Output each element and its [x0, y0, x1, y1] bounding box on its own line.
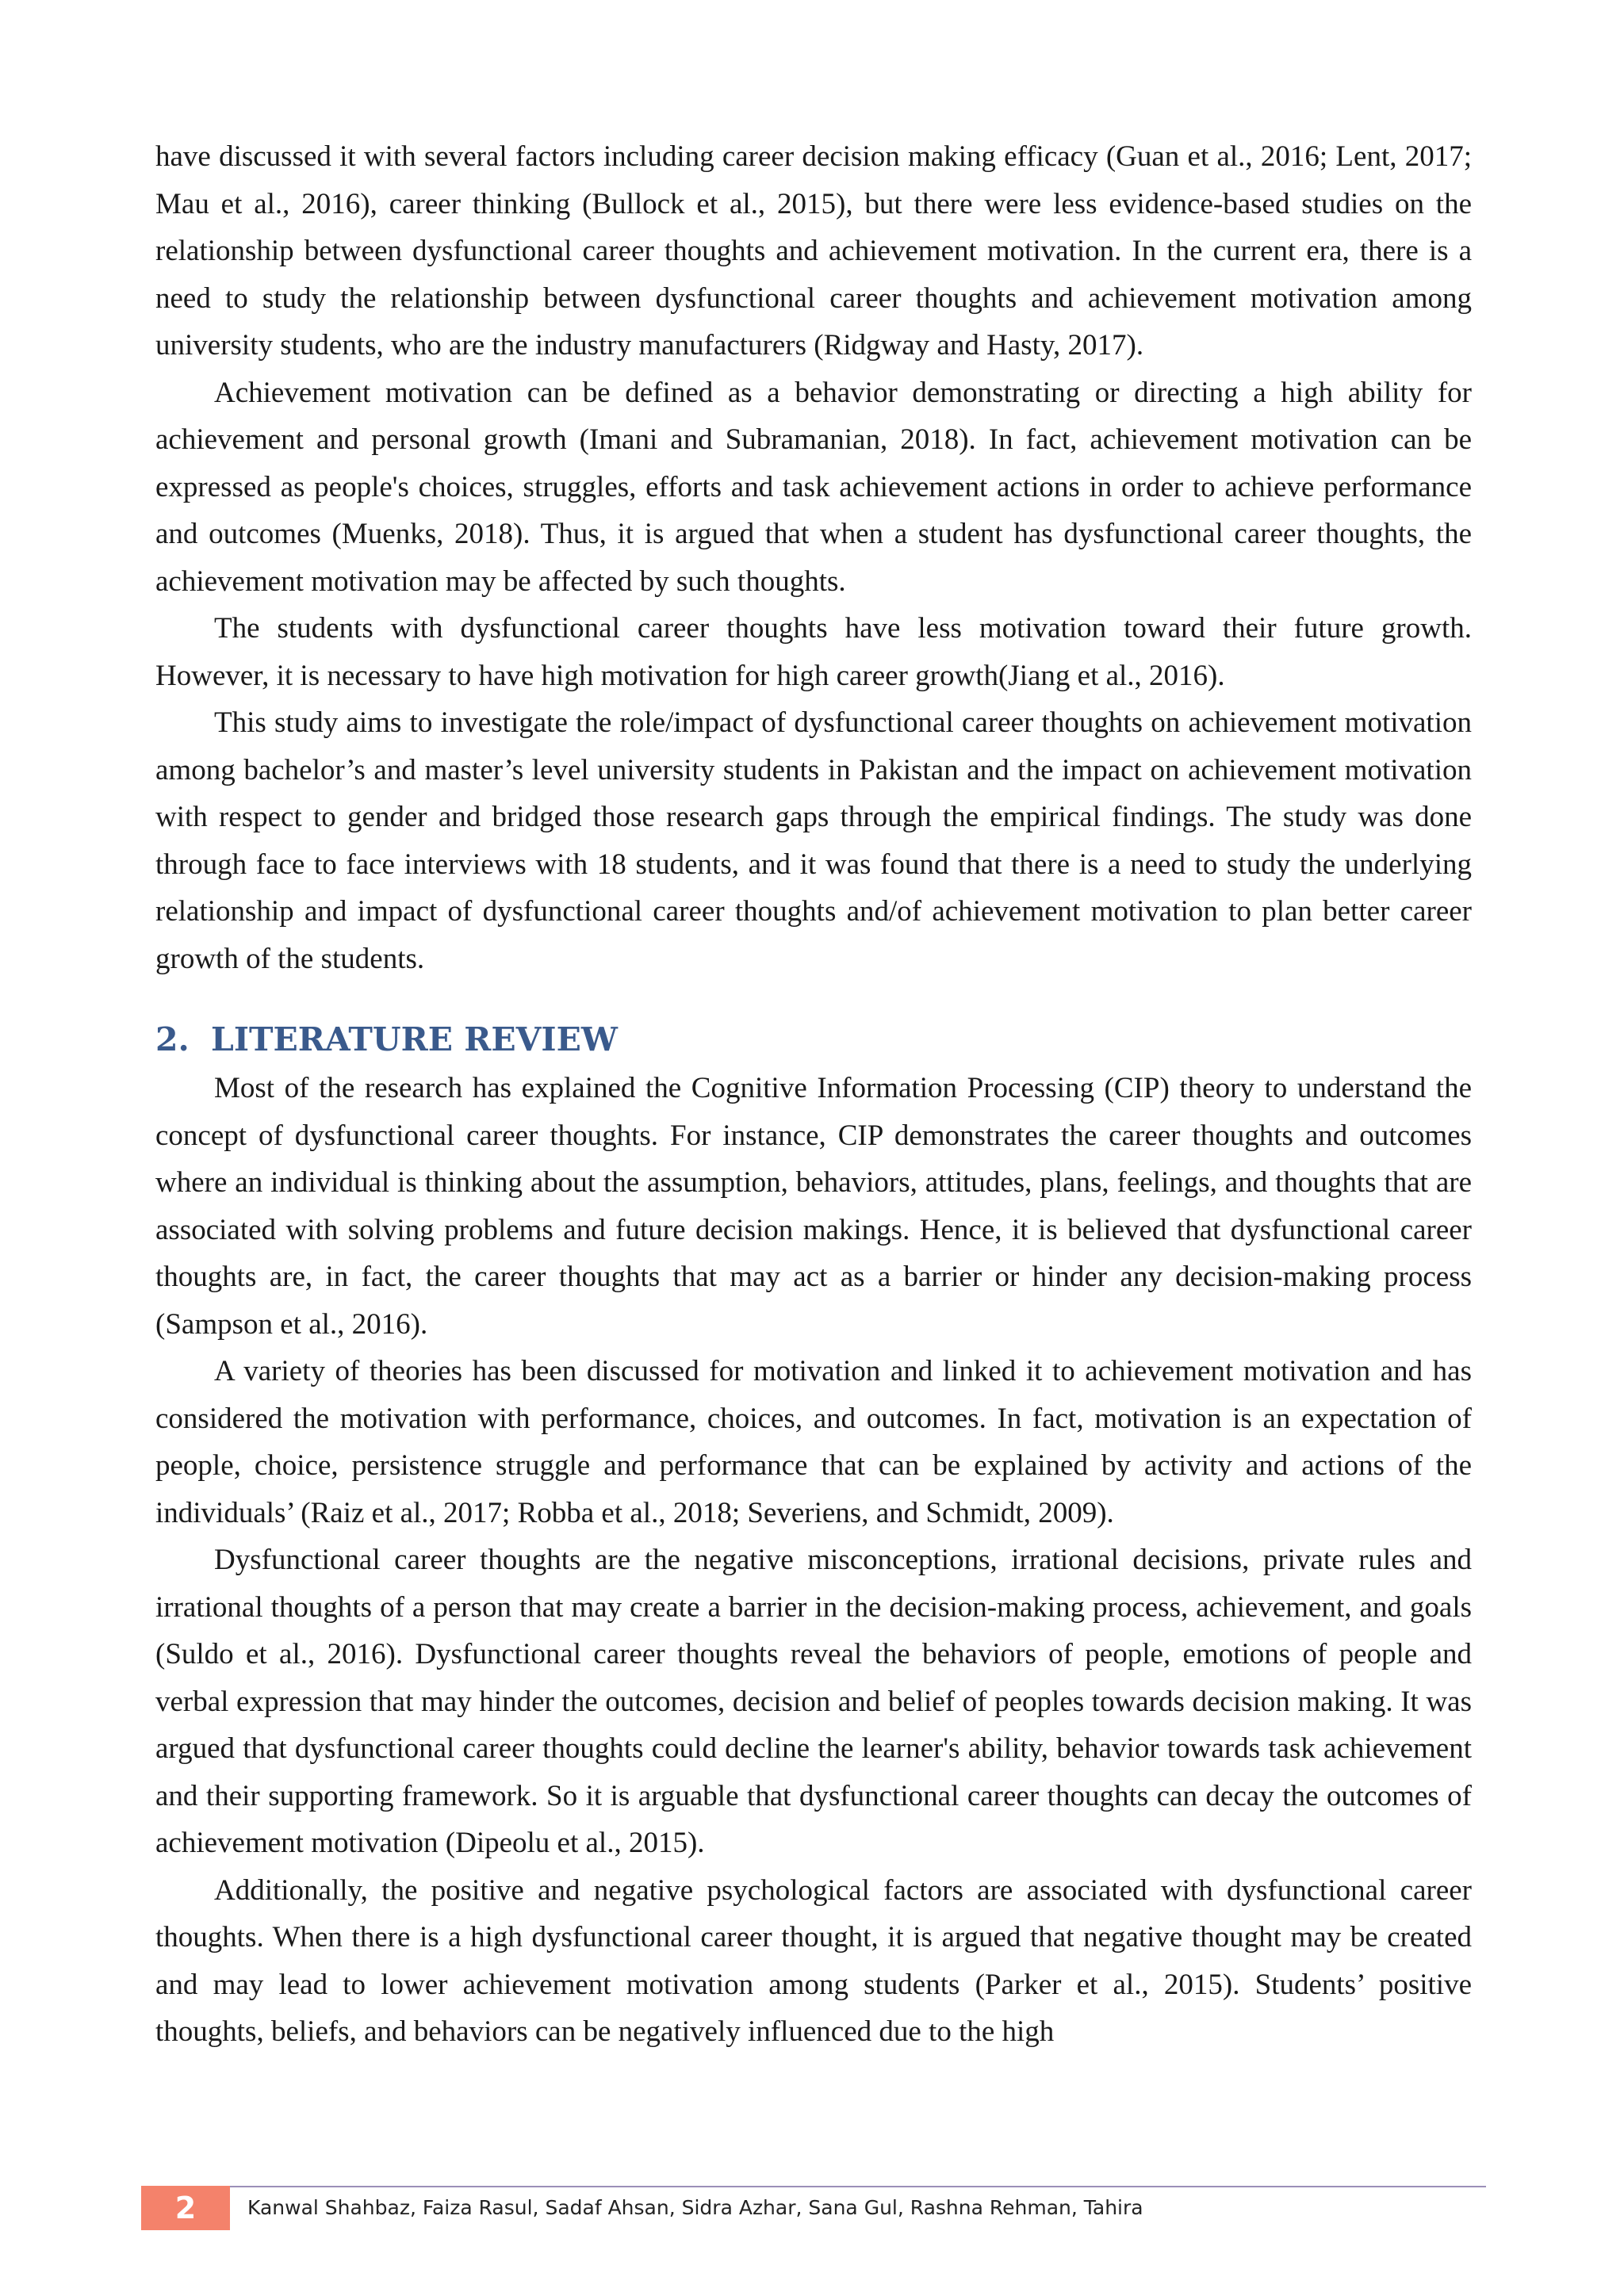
section-heading [155, 1016, 1472, 1063]
body-text [155, 133, 1472, 2056]
paragraph-intro-4: This study aims to investigate the role/impact of dysfunctional career thoughts on achievement motivation among bachelor’s and master’s level university students in Pakistan and the impact on achievement motivation with respect to gender and bridged those research gaps through the empirical findings. The study was done through face to face interviews with 18 students, and it was found that there is a need to study the underlying relationship and impact of dysfunctional career thoughts and/of achievement motivation to plan better career growth of the students. [155, 706, 1472, 975]
paragraph-intro-3: The students with dysfunctional career thoughts have less motivation toward their future growth. However, it is necessary to have high motivation for high career growth(Jiang et al., 2016). [155, 612, 1472, 692]
paragraph-lit-3: Dysfunctional career thoughts are the negative misconceptions, irrational decisions, private rules and irrational thoughts of a person that may create a barrier in the decision-making process, achievement, and goals (Suldo et al., 2016). Dysfunctional career thoughts reveal the behaviors of people, emotions of people and verbal expression that may hinder the outcomes, decision and belief of peoples towards decision making. It was argued that dysfunctional career thoughts could decline the learner's ability, behavior towards task achievement and their supporting framework. So it is arguable that dysfunctional career thoughts can decay the outcomes of achievement motivation (Dipeolu et al., 2015). [155, 1544, 1472, 1859]
page-number: 2 [141, 2186, 230, 2230]
paragraph-lit-4: Additionally, the positive and negative psychological factors are associated with dysfunctional career thoughts. When there is a high dysfunctional career thought, it is argued that negative thought may be created and may lead to lower achievement motivation among students (Parker et al., 2015). Students’ positive thoughts, beliefs, and behaviors can be negatively influenced due to the high [155, 1873, 1472, 2048]
section-title: LITERATURE REVIEW [211, 1020, 618, 1058]
section-number: 2. [155, 1020, 190, 1058]
page-footer [141, 2186, 1486, 2230]
paragraph-intro-1: have discussed it with several factors including career decision making efficacy (Guan et al., 2016; Lent, 2017; Mau et al., 2016), career thinking (Bullock et al., 2015), but there were less evidence-based studies on the relationship between dysfunctional career thoughts and achievement motivation. In the current era, there is a need to study the relationship between dysfunctional career thoughts and achievement motivation among university students, who are the industry manufacturers (Ridgway and Hasty, 2017). [155, 140, 1472, 362]
paragraph-lit-1: Most of the research has explained the Cognitive Information Processing (CIP) theory to understand the concept of dysfunctional career thoughts. For instance, CIP demonstrates the career thoughts and outcomes where an individual is thinking about the assumption, behaviors, attitudes, plans, feelings, and thoughts that are associated with solving problems and future decision makings. Hence, it is believed that dysfunctional career thoughts are, in fact, the career thoughts that may act as a barrier or hinder any decision-making process (Sampson et al., 2016). [155, 1072, 1472, 1341]
paragraph-intro-2: Achievement motivation can be defined as a behavior demonstrating or directing a high ability for achievement and personal growth (Imani and Subramanian, 2018). In fact, achievement motivation can be expressed as people's choices, struggles, efforts and task achievement actions in order to achieve performance and outcomes (Muenks, 2018). Thus, it is argued that when a student has dysfunctional career thoughts, the achievement motivation may be affected by such thoughts. [155, 376, 1472, 598]
paragraph-lit-2: A variety of theories has been discussed for motivation and linked it to achievement motivation and has considered the motivation with performance, choices, and outcomes. In fact, motivation is an expectation of people, choice, persistence struggle and performance that can be explained by activity and actions of the individuals’ (Raiz et al., 2017; Robba et al., 2018; Severiens, and Schmidt, 2009). [155, 1355, 1472, 1529]
footer-authors: Kanwal Shahbaz, Faiza Rasul, Sadaf Ahsan, Sidra Azhar, Sana Gul, Rashna Rehman, Tahira [247, 2196, 1143, 2219]
